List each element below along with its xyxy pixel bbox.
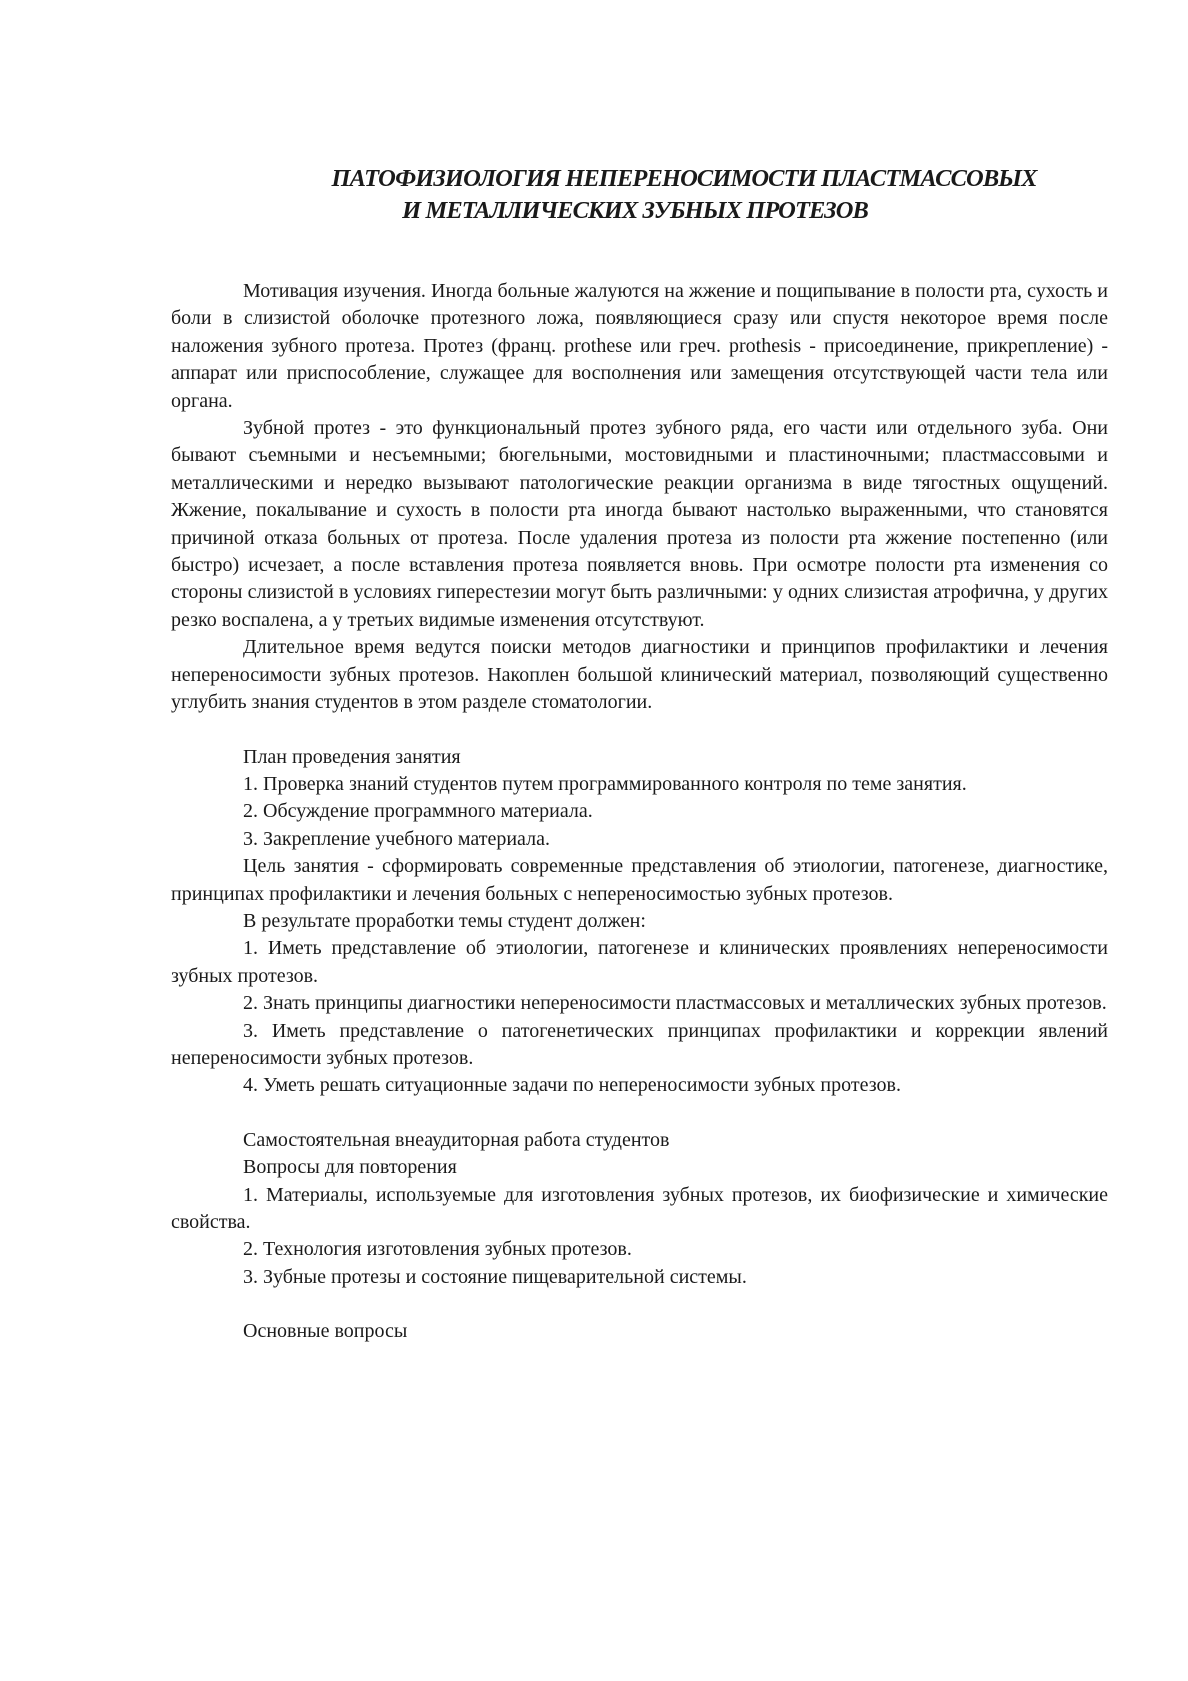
- paragraph-prosthesis: Зубной протез - это функциональный протез зубного ряда, его части или отдельного зуба. Они бывают съемными и несъемными; бюгельными, мостовидными и пластиночными; пластмассовыми и металлическими и нередко вызывают патологические реакции организма в виде тягостных ощущений. Жжение, покалывание и сухость в полости рта иногда бывают настолько выраженными, что становятся причиной отказа больных от протеза. После удаления протеза из полости рта жжение постепенно (или быстро) исчезает, а после вставления протеза появляется вновь. При осмотре полости рта изменения со стороны слизистой в условиях гиперестезии могут быть различными: у одних слизистая атрофична, у других резко воспалена, а у третьих видимые изменения отсутствуют.: [171, 417, 1108, 631]
- result-item-3: 3. Иметь представление о патогенетических принципах профилактики и коррекции явлений непереносимости зубных протезов.: [171, 1019, 1108, 1069]
- document-title: [160, 163, 1110, 195]
- document-title-continued: [160, 195, 1110, 227]
- repeat-item-2: 2. Технология изготовления зубных протезов.: [243, 1238, 632, 1261]
- title-line-1: ПАТОФИЗИОЛОГИЯ НЕПЕРЕНОСИМОСТИ ПЛАСТМАССОВЫХ: [331, 165, 1037, 192]
- repeat-item-1: 1. Материалы, используемые для изготовления зубных протезов, их биофизические и химические свойства.: [171, 1183, 1108, 1233]
- result-item-4: 4. Уметь решать ситуационные задачи по непереносимости зубных протезов.: [243, 1074, 901, 1097]
- document-body: [171, 278, 1108, 1346]
- plan-item-2: 2. Обсуждение программного материала.: [243, 800, 593, 823]
- title-line-2: И МЕТАЛЛИЧЕСКИХ ЗУБНЫХ ПРОТЕЗОВ: [402, 197, 868, 224]
- selfwork-heading: Самостоятельная внеаудиторная работа студентов: [243, 1128, 670, 1151]
- repeat-heading: Вопросы для повторения: [243, 1156, 457, 1179]
- repeat-item-3: 3. Зубные протезы и состояние пищеварительной системы.: [243, 1265, 747, 1288]
- lesson-goal: Цель занятия - сформировать современные представления об этиологии, патогенезе, диагностике, принципах профилактики и лечения больных с непереносимостью зубных протезов.: [171, 855, 1108, 905]
- paragraph-long-time: Длительное время ведутся поиски методов диагностики и принципов профилактики и лечения непереносимости зубных протезов. Накоплен большой клинический материал, позволяющий существенно углубить знания студентов в этом разделе стоматологии.: [171, 636, 1108, 714]
- result-item-1: 1. Иметь представление об этиологии, патогенезе и клинических проявлениях непереносимости зубных протезов.: [171, 937, 1108, 987]
- plan-item-1: 1. Проверка знаний студентов путем программированного контроля по теме занятия.: [243, 772, 967, 795]
- result-heading: В результате проработки темы студент должен:: [243, 909, 646, 932]
- result-item-2: 2. Знать принципы диагностики непереносимости пластмассовых и металлических зубных протезов.: [243, 992, 1107, 1015]
- paragraph-motivation: Мотивация изучения. Иногда больные жалуются на жжение и пощипывание в полости рта, сухость и боли в слизистой оболочке протезного ложа, появляющиеся сразу или спустя некоторое время после наложения зубного протеза. Протез (франц. prothese или греч. prothesis - присоединение, прикрепление) - аппарат или приспособление, служащее для восполнения или замещения отсутствующей части тела или органа.: [171, 280, 1108, 412]
- plan-heading: План проведения занятия: [243, 745, 461, 768]
- main-questions-heading: Основные вопросы: [243, 1320, 408, 1343]
- plan-item-3: 3. Закрепление учебного материала.: [243, 827, 550, 850]
